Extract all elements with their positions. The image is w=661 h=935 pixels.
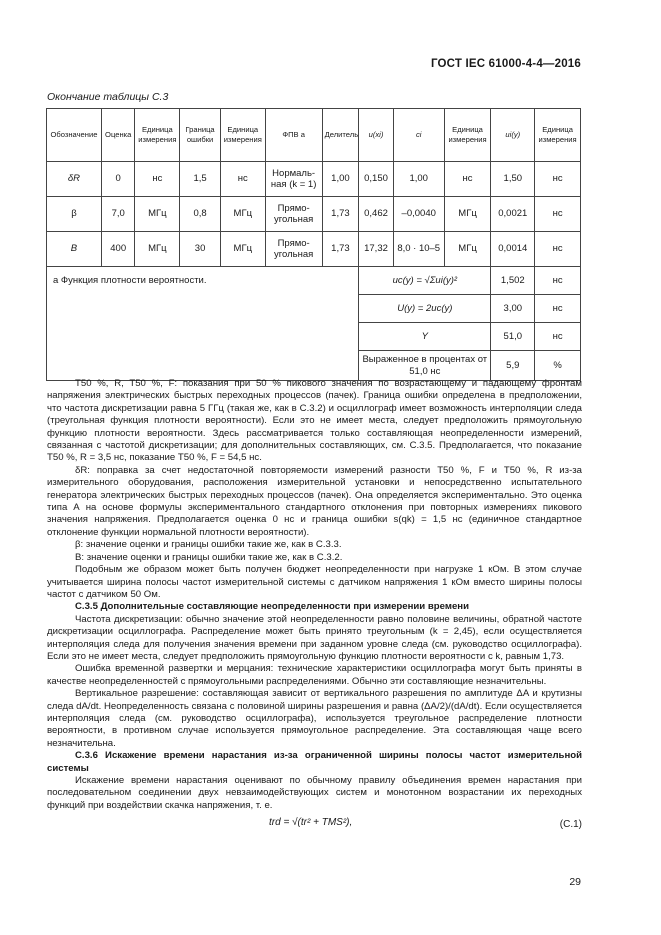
header-cell: Единица измерения: [535, 109, 581, 162]
summary-row: [47, 267, 581, 295]
table-footnote: а Функция плотности вероятности.: [47, 267, 359, 381]
table-cell: 0,462: [359, 197, 394, 232]
paragraph: T50 %, R, T50 %, F: показания при 50 % пикового значения по возрастающему и падающему фронтам напряжения электрических быстрых переходных процессов (пачек). Граница ошибки определена в предположении, что частота дискретизации равна 5 ГГц (такая же, как в С.3.2) и осциллограф имеет возможность интерполяции следа (треугольная функция плотности вероятности). Если это не имеет места, следует предположить прямоугольную функцию плотности вероятности. Здесь рассматривается только составляющая неопределенности измерений, связанная с частотой дискретизации; для дополнительных составляющих, см. С.3.5. Предполагается, что показание T50 %, R = 3,5 нс, показание T50 %, F = 54,5 нс.: [47, 378, 582, 464]
summary-value: 1,502: [491, 267, 535, 295]
formula-c1: [47, 813, 582, 837]
table-cell: 0,150: [359, 162, 394, 197]
table-cell: МГц: [444, 197, 491, 232]
table-cell: 1,5: [180, 162, 221, 197]
header-cell: ci: [393, 109, 444, 162]
table-cell: 0,0014: [491, 232, 535, 267]
table-cell: нс: [535, 162, 581, 197]
table-cell: МГц: [135, 232, 180, 267]
table-cell: нс: [444, 162, 491, 197]
table-cell: 0: [101, 162, 135, 197]
summary-unit: %: [535, 351, 581, 381]
table-cell: 0,0021: [491, 197, 535, 232]
table-cell: 1,00: [393, 162, 444, 197]
paragraph: Частота дискретизации: обычно значение этой неопределенности равно половине величины, обратной частоте дискретизации осциллографа. Распределение может быть принято треугольным (k = 2,45), если осуществляется интерполяция следа для получения значения времени при заданном уровне следа (см. руководство осциллографа). Если это не имеет места, следует предположить прямоугольную функцию плотности вероятности с k, равным 1,73.: [47, 613, 582, 662]
table-cell: нс: [535, 197, 581, 232]
summary-label: Y: [359, 323, 491, 351]
table-cell: нс: [135, 162, 180, 197]
table-cell: 0,8: [180, 197, 221, 232]
header-cell: Единица измерения: [220, 109, 265, 162]
paragraph: Искажение времени нарастания оценивают по обычному правилу объединения времен нарастания при последовательном соединении двух невзаимодействующих систем и монотонном возрастании их переходных функций при воздействии скачка напряжения, т. е.: [47, 775, 582, 811]
table-header-row: [47, 109, 581, 162]
summary-unit: нс: [535, 323, 581, 351]
header-cell: Единица измерения: [135, 109, 180, 162]
paragraph: Ошибка временной развертки и мерцания: технические характеристики осциллографа могут быть приняты в качестве неопределенностей с прямоугольными распределениями. Обычно эти составляющие незначительны.: [47, 663, 582, 687]
header-cell: u(xi): [359, 109, 394, 162]
table-cell: β: [47, 197, 102, 232]
table-cell: 8,0 · 10–5: [393, 232, 444, 267]
summary-label: U(y) = 2uc(y): [359, 295, 491, 323]
paragraph: β: значение оценки и границы ошибки такие же, как в С.3.3.: [75, 539, 342, 551]
uncertainty-table: [46, 108, 581, 381]
paragraph: Подобным же образом может быть получен бюджет неопределенности при нагрузке 1 кОм. В этом случае учитывается ширина полосы частот измерительной системы с датчиком напряжения 1 кОм вместо ширины полосы частот с датчиком 50 Ом.: [47, 564, 582, 600]
table-cell: МГц: [220, 197, 265, 232]
table-caption: Окончание таблицы С.3: [47, 91, 169, 103]
paragraph: B: значение оценки и границы ошибки такие же, как в С.3.2.: [75, 551, 343, 563]
header-cell: Оценка: [101, 109, 135, 162]
formula-number: (С.1): [559, 819, 582, 830]
header-cell: Делитель: [322, 109, 359, 162]
table-row: [47, 162, 581, 197]
table-cell: –0,0040: [393, 197, 444, 232]
table-cell: Прямо-угольная: [265, 197, 322, 232]
table-cell: МГц: [444, 232, 491, 267]
section-heading: С.3.6 Искажение времени нарастания из-за ограниченной ширины полосы частот измерительной системы: [47, 750, 582, 774]
summary-value: 51,0: [491, 323, 535, 351]
formula-expression: trd = √(tr² + TMS²),: [269, 817, 353, 828]
summary-value: 3,00: [491, 295, 535, 323]
summary-unit: нс: [535, 267, 581, 295]
table-cell: 1,73: [322, 232, 359, 267]
table-cell: Нормаль-ная (k = 1): [265, 162, 322, 197]
summary-unit: нс: [535, 295, 581, 323]
header-cell: Обозначение: [47, 109, 102, 162]
table-cell: 1,73: [322, 197, 359, 232]
header-cell: Граница ошибки: [180, 109, 221, 162]
body-text: [47, 378, 582, 812]
table-cell: 1,50: [491, 162, 535, 197]
table-cell: δR: [47, 162, 102, 197]
table-cell: 17,32: [359, 232, 394, 267]
table-cell: нс: [535, 232, 581, 267]
table-cell: B: [47, 232, 102, 267]
table-row: [47, 232, 581, 267]
table-cell: 30: [180, 232, 221, 267]
summary-value: 5,9: [491, 351, 535, 381]
header-cell: ФПВ а: [265, 109, 322, 162]
table-cell: 7,0: [101, 197, 135, 232]
table-cell: 400: [101, 232, 135, 267]
page-number: 29: [569, 876, 581, 888]
table-cell: МГц: [135, 197, 180, 232]
header-cell: Единица измерения: [444, 109, 491, 162]
section-heading: С.3.5 Дополнительные составляющие неопределенности при измерении времени: [75, 601, 469, 613]
table-row: [47, 197, 581, 232]
summary-label: Выраженное в процентах от 51,0 нс: [359, 351, 491, 381]
table-cell: МГц: [220, 232, 265, 267]
table-cell: нс: [220, 162, 265, 197]
table-cell: Прямо-угольная: [265, 232, 322, 267]
paragraph: Вертикальное разрешение: составляющая зависит от вертикального разрешения по амплитуде ΔA и крутизны следа dA/dt. Неопределенность связана с половиной ширины разрешения и равна (ΔA/2)/(dA/dt). Если осуществляется интерполяция следа (см. руководство осциллографа), используется треугольное распределение плотности вероятности, в противном случае используется прямоугольное распределение. Эта составляющая чаще всего незначительна.: [47, 688, 582, 749]
summary-label: uc(y) = √Σui(y)²: [359, 267, 491, 295]
paragraph: δR: поправка за счет недостаточной повторяемости измерений разности T50 %, F и T50 %, R из-за измерительного оборудования, расположения измерительной установки и непосредственно испытательного генератора электрических быстрых переходных процессов (пачек). Она определяется экспериментально. Это оценка типа А на основе формулы экспериментального стандартного отклонения при повторных измерениях пикового значения напряжения. Предполагается оценка 0 нс и граница ошибки s(qk) = 1,5 нс (единичное стандартное отклонение функции нормальной плотности вероятности).: [47, 464, 582, 538]
header-cell: ui(y): [491, 109, 535, 162]
document-header: ГОСТ IEC 61000-4-4—2016: [430, 58, 581, 70]
table-cell: 1,00: [322, 162, 359, 197]
